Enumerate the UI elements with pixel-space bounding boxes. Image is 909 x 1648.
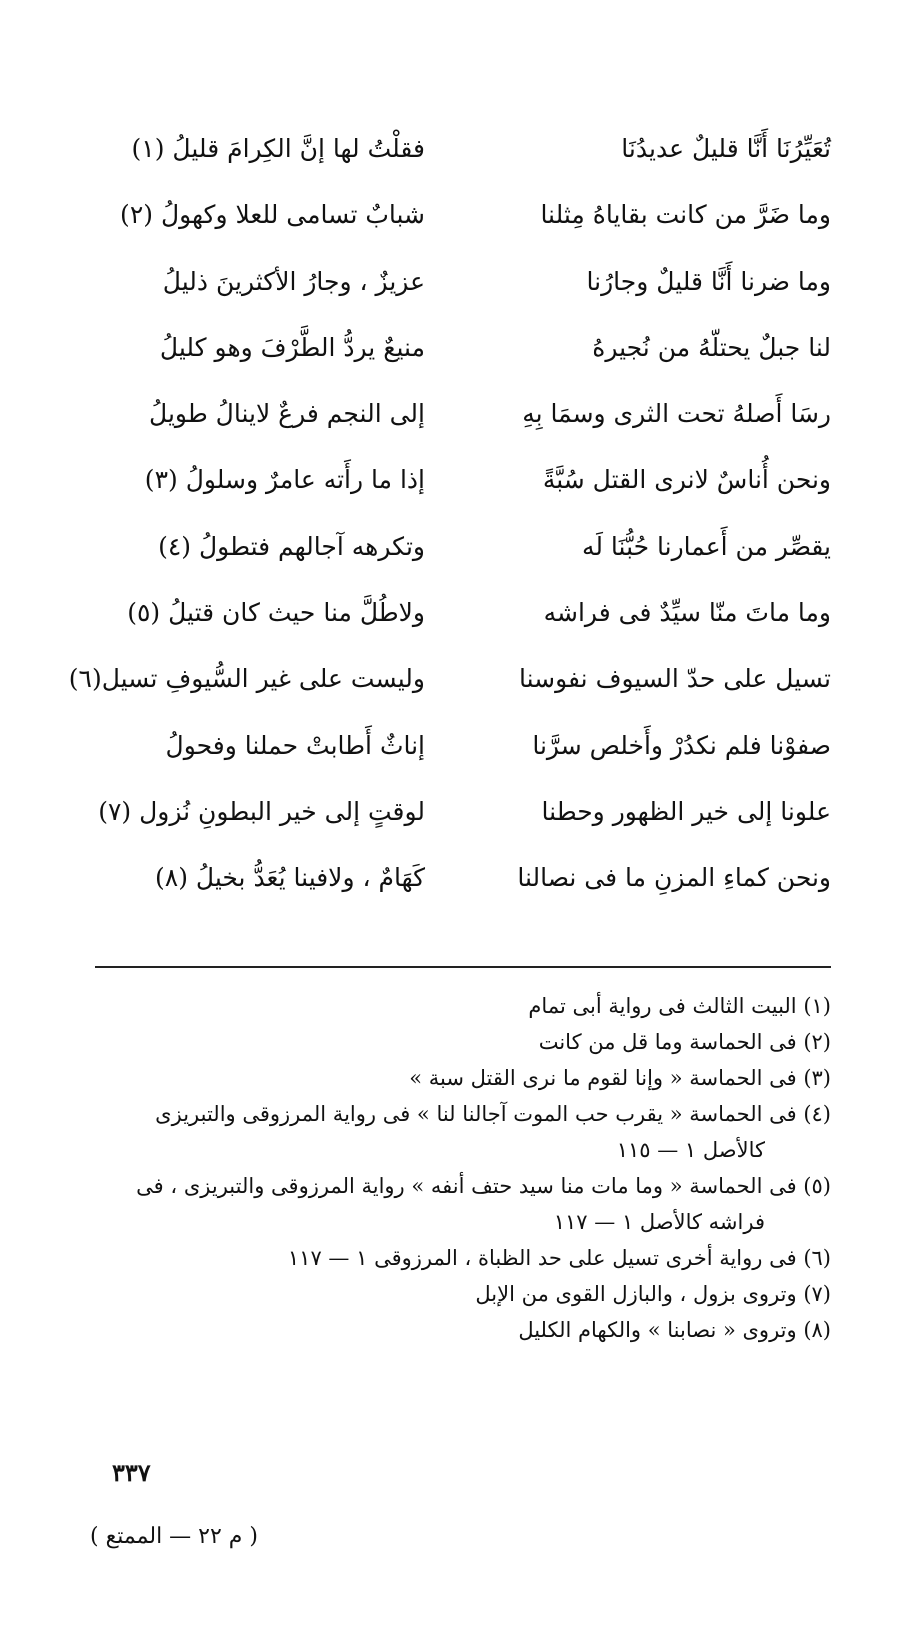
verse-line: [95, 596, 831, 662]
second-hemistich: فقلْتُ لها إنَّ الكِرامَ قليلُ (١): [131, 134, 425, 163]
verse-line: [95, 861, 831, 927]
first-hemistich: وما ضَرَّ من كانت بقاياهُ مِثلنا: [540, 200, 831, 230]
footnote-1: (١) البيت الثالث فى رواية أبى تمام: [528, 994, 831, 1018]
second-hemistich: كَهَامٌ ، ولافينا يُعَدُّ بخيلُ (٨): [155, 863, 425, 893]
page-number: ٣٣٧: [112, 1458, 151, 1487]
first-hemistich: علونا إلى خير الظهور وحطنا: [541, 796, 831, 826]
footnote-2: (٢) فى الحماسة وما قل من كانت: [538, 1030, 831, 1054]
book-signature: ( م ٢٢ — الممتع ): [90, 1524, 259, 1549]
second-hemistich: لوقتٍ إلى خير البطونِ نُزول (٧): [98, 796, 425, 826]
first-hemistich: وما ماتَ منّا سيِّدٌ فى فراشه: [543, 598, 831, 628]
second-hemistich: إذا ما رأَته عامرٌ وسلولُ (٣): [144, 465, 425, 495]
verse-line: [95, 729, 831, 795]
first-hemistich: تُعَيِّرُنَا أَنَّا قليلٌ عديدُنَا: [621, 134, 831, 163]
verse-line: [95, 397, 831, 463]
first-hemistich: صفوْنا فلم نكدُرْ وأَخلص سرَّنا: [532, 730, 831, 760]
footnote-4-continuation: كالأصل ١ — ١١٥: [616, 1138, 765, 1162]
second-hemistich: منيعٌ يردُّ الطَّرْفَ وهو كليلُ: [159, 332, 425, 362]
verse-line: [95, 198, 831, 264]
footnote-3: (٣) فى الحماسة « وإنا لقوم ما نرى القتل سبة »: [409, 1066, 831, 1090]
verse-line: [95, 265, 831, 331]
footnote-6: (٦) فى رواية أخرى تسيل على حد الظباة ، المرزوقى ١ — ١١٧: [287, 1246, 831, 1270]
first-hemistich: ونحن أُناسٌ لانرى القتل سُبَّةً: [542, 465, 831, 495]
footnotes: [95, 988, 831, 1348]
second-hemistich: وليست على غير السُّيوفِ تسيل(٦): [68, 664, 425, 694]
second-hemistich: عزيزٌ ، وجارُ الأكثرينَ ذليلُ: [162, 266, 425, 296]
first-hemistich: تسيل على حدّ السيوف نفوسنا: [519, 664, 831, 694]
first-hemistich: لنا جبلٌ يحتلّهُ من نُجيرهُ: [592, 332, 831, 362]
footnote-divider: [95, 966, 831, 968]
second-hemistich: شبابٌ تسامى للعلا وكهولُ (٢): [120, 200, 425, 230]
second-hemistich: وتكرهه آجالهم فتطولُ (٤): [158, 531, 425, 561]
first-hemistich: رسَا أَصلهُ تحت الثرى وسمَا بِهِ: [522, 399, 831, 429]
verse-line: [95, 463, 831, 529]
second-hemistich: ولاطُلَّ منا حيث كان قتيلُ (٥): [127, 598, 425, 628]
verse-line: [95, 132, 831, 198]
footnote-4: (٤) فى الحماسة « يقرب حب الموت آجالنا لنا » فى رواية المرزوقى والتبريزى: [155, 1102, 831, 1126]
footnote-8: (٨) وتروى « نصابنا » والكهام الكليل: [518, 1318, 831, 1342]
first-hemistich: يقصِّر من أَعمارنا حُبُّنَا لَه: [581, 531, 831, 561]
verse-line: [95, 530, 831, 596]
footnote-5: (٥) فى الحماسة « وما مات منا سيد حتف أنفه » رواية المرزوقى والتبريزى ، فى: [136, 1174, 831, 1198]
verse-line: [68, 662, 831, 728]
second-hemistich: إناثٌ أَطابتْ حملنا وفحولُ: [165, 730, 425, 760]
verse-line: [95, 331, 831, 397]
footnote-5-continuation: فراشه كالأصل ١ — ١١٧: [553, 1210, 765, 1234]
footnote-7: (٧) وتروى بزول ، والبازل القوى من الإبل: [475, 1282, 831, 1306]
first-hemistich: وما ضرنا أَنَّا قليلٌ وجارُنا: [586, 266, 831, 296]
verse-line: [95, 795, 831, 861]
poem-verses: [68, 132, 831, 928]
first-hemistich: ونحن كماءِ المزنِ ما فى نصالنا: [517, 863, 831, 893]
second-hemistich: إلى النجم فرعٌ لاينالُ طويلُ: [149, 399, 425, 429]
